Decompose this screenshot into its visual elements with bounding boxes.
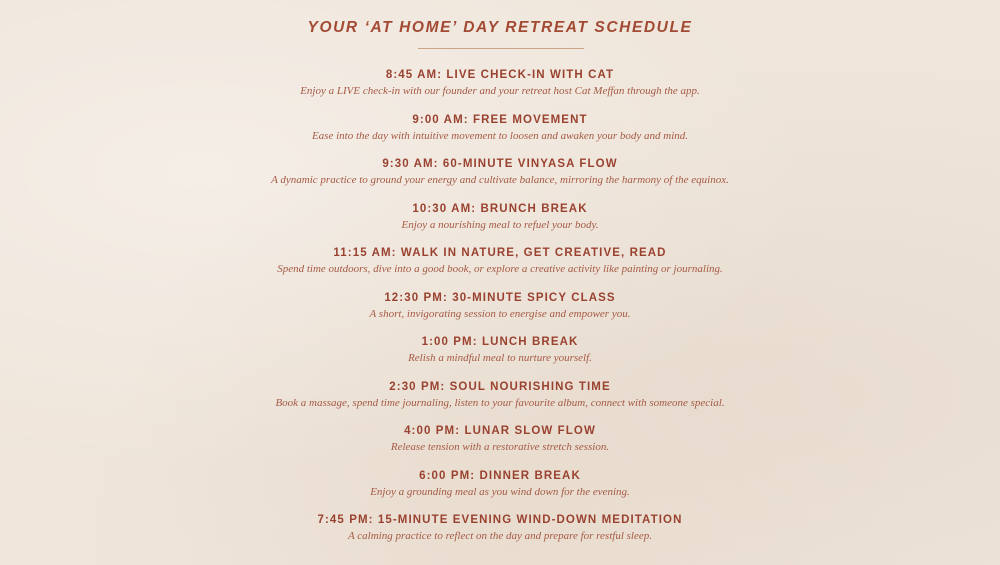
schedule-item-description: Spend time outdoors, dive into a good book, or explore a creative activity like painting or journaling. [277,263,723,275]
schedule-item-description: Enjoy a LIVE check-in with our founder and your retreat host Cat Meffan through the app. [300,85,700,97]
schedule-item-heading: 7:45 PM: 15-MINUTE EVENING WIND-DOWN MEDITATION [317,514,683,526]
schedule-item [0,334,1000,379]
page-title: YOUR ‘AT HOME’ DAY RETREAT SCHEDULE [307,19,693,36]
schedule-item-heading: 11:15 AM: WALK IN NATURE, GET CREATIVE, READ [333,247,667,259]
schedule-item [0,112,1000,157]
schedule-item-heading: 2:30 PM: SOUL NOURISHING TIME [389,380,611,393]
schedule-item-heading: 8:45 AM: LIVE CHECK-IN WITH CAT [385,69,615,81]
schedule-item-heading: 10:30 AM: BRUNCH BREAK [412,202,588,215]
schedule-item-heading: 1:00 PM: LUNCH BREAK [421,336,579,348]
schedule-item-description: Release tension with a restorative stretch session. [390,441,610,453]
schedule-item-heading: 9:00 AM: FREE MOVEMENT [412,113,588,126]
schedule-item-heading: 9:30 AM: 60-MINUTE VINYASA FLOW [382,158,618,170]
schedule-item-description: A short, invigorating session to energise and empower you. [369,307,631,320]
schedule-list [0,67,1000,557]
schedule-item-description: Enjoy a nourishing meal to refuel your body. [401,218,599,231]
schedule-item [0,512,1000,557]
schedule-item [0,423,1000,468]
schedule-item [0,156,1000,201]
schedule-item-description: Enjoy a grounding meal as you wind down for the evening. [370,485,630,498]
schedule-item-description: A calming practice to reflect on the day and prepare for restful sleep. [348,530,652,542]
schedule-item-heading: 4:00 PM: LUNAR SLOW FLOW [404,425,596,437]
schedule-item [0,67,1000,112]
title-divider [418,48,584,49]
schedule-item-description: Ease into the day with intuitive movement to loosen and awaken your body and mind. [311,129,689,142]
schedule-item [0,468,1000,513]
schedule-item-description: A dynamic practice to ground your energy and cultivate balance, mirroring the harmony of the equinox. [271,174,729,186]
schedule-item-description: Book a massage, spend time journaling, listen to your favourite album, connect with someone special. [275,396,725,409]
schedule-item [0,201,1000,246]
schedule-item-heading: 12:30 PM: 30-MINUTE SPICY CLASS [384,291,616,304]
schedule-item-heading: 6:00 PM: DINNER BREAK [419,469,581,482]
schedule-item [0,290,1000,335]
schedule-item-description: Relish a mindful meal to nurture yourself. [408,352,592,364]
schedule-item [0,379,1000,424]
schedule-item [0,245,1000,290]
